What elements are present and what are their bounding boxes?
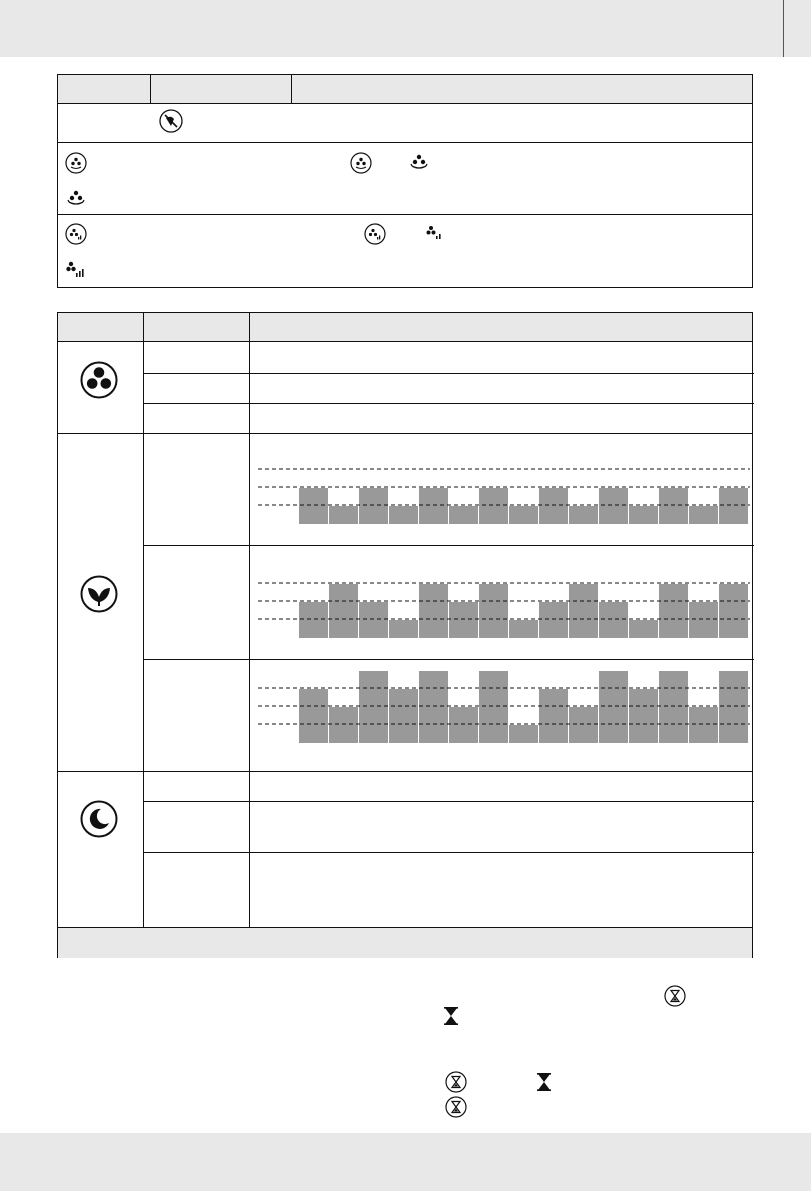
chart-bar (389, 620, 418, 638)
chart-bar (719, 584, 748, 638)
chart-bar (719, 488, 748, 524)
chart-bar (359, 488, 388, 524)
page-top-band (0, 0, 811, 57)
timer-icon (445, 1071, 467, 1093)
natural-mode-chart-2 (258, 561, 750, 641)
chart-bar (659, 584, 688, 638)
fan-mode-icon (80, 361, 118, 399)
column-divider (249, 313, 250, 927)
chart-bar (479, 671, 508, 743)
swing-icon (409, 153, 429, 171)
crop-mark (783, 0, 784, 57)
chart-bar (359, 671, 388, 743)
chart-bar (659, 488, 688, 524)
swing-icon (66, 189, 86, 207)
chart-bar (329, 707, 358, 743)
header-divider (150, 75, 151, 104)
chart-bar (659, 671, 688, 743)
row-divider (143, 852, 754, 853)
chart-bar (359, 602, 388, 638)
chart-bar (419, 488, 448, 524)
chart-bar (599, 671, 628, 743)
row-divider (58, 214, 752, 215)
chart-bar (449, 506, 478, 524)
chart-bar (449, 707, 478, 743)
header-divider (291, 75, 292, 104)
natural-mode-chart-3 (258, 666, 750, 746)
chart-bar (689, 707, 718, 743)
row-divider (143, 373, 754, 374)
column-divider (143, 313, 144, 927)
chart-bar (599, 602, 628, 638)
row-divider (143, 801, 754, 802)
chart-bar (569, 506, 598, 524)
modes-table-footer (58, 927, 752, 958)
controls-table (57, 74, 753, 288)
chart-bar (539, 488, 568, 524)
speed-icon (65, 223, 87, 245)
moon-mode-icon (80, 800, 118, 838)
chart-bar (509, 620, 538, 638)
chart-bar (539, 689, 568, 743)
chart-bar (539, 602, 568, 638)
group-divider (58, 433, 752, 434)
chart-bar (299, 689, 328, 743)
controls-table-header (58, 75, 752, 104)
chart-bar (689, 602, 718, 638)
modes-table (57, 312, 753, 958)
bar-chart (258, 561, 750, 641)
swing-icon (350, 152, 372, 174)
chart-bar (389, 689, 418, 743)
chart-bar (629, 506, 658, 524)
speed-icon (426, 224, 442, 242)
timer-icon (664, 985, 686, 1007)
hourglass-icon (537, 1073, 551, 1091)
chart-bar (299, 488, 328, 524)
bar-chart (258, 447, 750, 527)
chart-bar (719, 671, 748, 743)
chart-bar (689, 506, 718, 524)
chart-bar (419, 584, 448, 638)
modes-table-header (58, 313, 752, 342)
row-divider (58, 142, 752, 143)
row-divider (143, 545, 754, 546)
row-divider (143, 659, 754, 660)
chart-bar (479, 488, 508, 524)
speed-icon (66, 260, 84, 280)
chart-bar (329, 506, 358, 524)
chart-bar (509, 506, 538, 524)
chart-bar (329, 584, 358, 638)
chart-bar (629, 620, 658, 638)
chart-bar (419, 671, 448, 743)
page-bottom-band (0, 1133, 811, 1191)
hourglass-icon (444, 1007, 458, 1025)
fan-off-icon (159, 109, 183, 133)
group-divider (58, 771, 752, 772)
timer-icon (445, 1096, 467, 1118)
natural-mode-chart-1 (258, 447, 750, 527)
chart-bar (389, 506, 418, 524)
bar-chart (258, 666, 750, 746)
chart-bar (449, 602, 478, 638)
leaf-mode-icon (80, 575, 118, 613)
row-divider (143, 403, 754, 404)
chart-bar (569, 707, 598, 743)
chart-bar (299, 602, 328, 638)
speed-icon (364, 223, 386, 245)
chart-bar (509, 725, 538, 743)
chart-bar (629, 689, 658, 743)
chart-bar (479, 584, 508, 638)
chart-bar (569, 584, 598, 638)
chart-bar (599, 488, 628, 524)
swing-icon (65, 152, 87, 174)
